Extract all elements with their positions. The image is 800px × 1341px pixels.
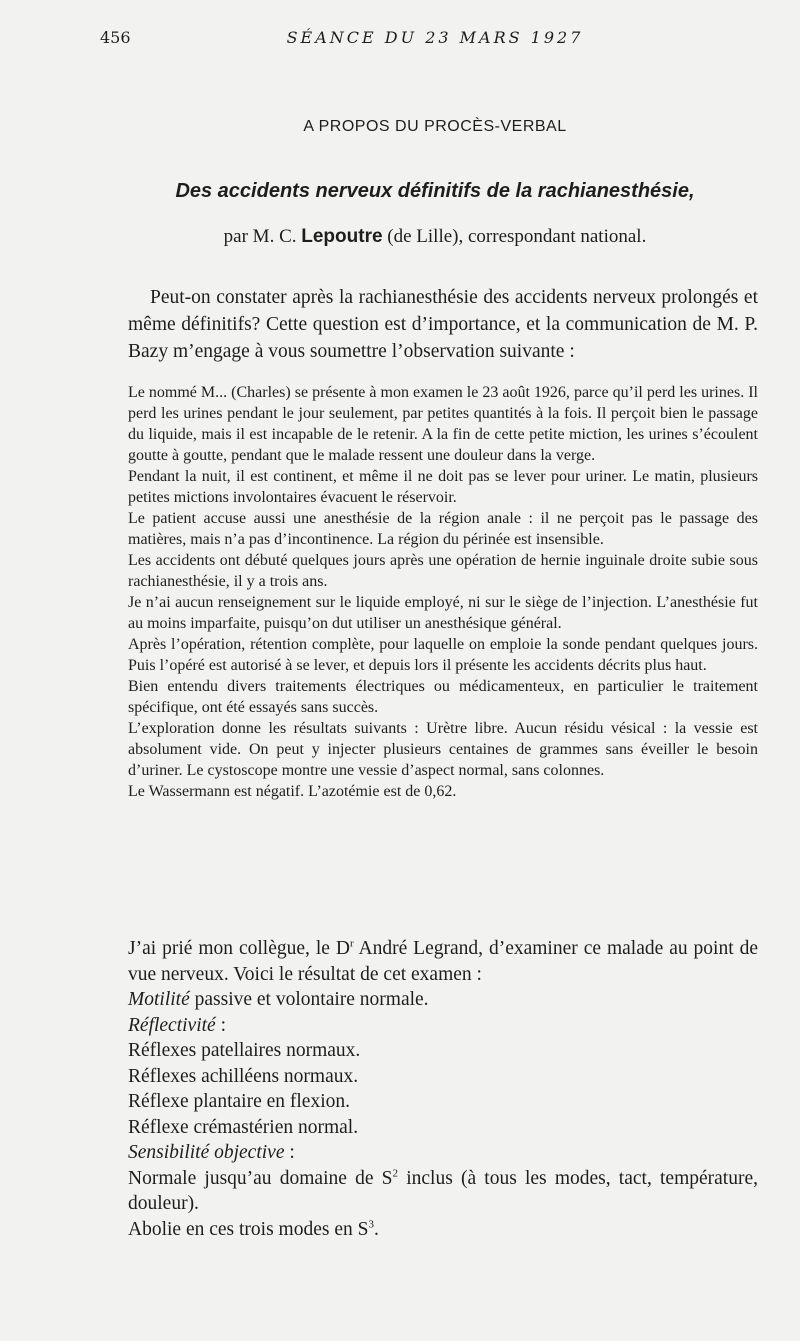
article-title: Des accidents nerveux définitifs de la rachianesthésie, [175,180,695,202]
case-report [128,382,758,802]
byline-prefix: par M. C. [223,226,297,247]
reflex-line: Réflexes achilléens normaux. [128,1065,359,1087]
case-paragraph: Pendant la nuit, il est continent, et même il ne doit pas se lever pour uriner. Le matin, plusieurs petites mictions involontaires évacuent le réservoir. [128,468,758,506]
reflex-line: Réflexe crémastérien normal. [128,1116,359,1138]
exam-lead [128,936,758,987]
motilite-label: Motilité [128,989,190,1010]
exam-lead-text: J’ai prié mon collègue, le D [128,938,350,959]
sensibilite-label: Sensibilité objective [128,1142,285,1163]
byline [100,226,770,248]
case-paragraph: Le nommé M... (Charles) se présente à mon examen le 23 août 1926, parce qu’il perd les urines. Il perd les urines pendant le jour seulement, par petites quantités à la fois. Il perçoit bien le passage du liquide, mais il est incapable de le retenir. A la fin de cette petite miction, les urines s’écoulent goutte à goutte, pendant que le malade ressent une douleur dans la verge. [128,384,758,464]
normale-sup: 2 [392,1167,399,1179]
abolie-text: Abolie en ces trois modes en S [128,1218,369,1240]
abolie-line [128,1217,758,1243]
case-paragraph: L’exploration donne les résultats suivants : Urètre libre. Aucun résidu vésical : la vessie est absolument vide. On peut y injecter plusieurs centaines de grammes sans éveiller le besoin d’uriner. Le cystoscope montre une vessie d’aspect normal, sans colonnes. [128,720,758,779]
reflex-line: Réflexe plantaire en flexion. [128,1091,350,1112]
running-title: SÉANCE DU 23 MARS 1927 [286,28,584,47]
normale-text: Normale jusqu’au domaine de S [128,1167,393,1189]
case-paragraph: Après l’opération, rétention complète, pour laquelle on emploie la sonde pendant quelques jours. Puis l’opéré est autorisé à se lever, et depuis lors il présente les accidents décrits plus haut. [128,636,758,674]
case-paragraph: Bien entendu divers traitements électriques ou médicamenteux, en particulier le traitement spécifique, ont été essayés sans succès. [128,678,758,716]
case-paragraph: Les accidents ont débuté quelques jours après une opération de hernie inguinale droite subie sous rachianesthésie, il y a trois ans. [128,552,758,590]
reflex-line: Réflexes patellaires normaux. [128,1040,361,1061]
reflectivite-suffix: : [215,1014,226,1036]
abolie-text-2: . [373,1218,379,1240]
motilite-text: passive et volontaire normale. [189,989,429,1010]
reflectivite-line [128,1013,758,1039]
running-head [100,28,770,52]
intro-paragraph: Peut-on constater après la rachianesthésie des accidents nerveux prolongés et même définitifs? Cette question est d’importance, et la communication de M. P. Bazy m’engage à vous soumettre l’observation suivante : [128,287,758,362]
neuro-exam [128,936,758,1242]
exam-lead-text-2: André Legrand, d’examiner ce malade au point de vue nerveux. Voici le résultat de cet examen : [128,938,758,985]
exam-lead-sup: r [349,937,354,950]
byline-suffix: (de Lille), correspondant national. [387,226,647,247]
abolie-sup: 3 [368,1218,374,1230]
author-name: Lepoutre [301,226,383,247]
case-paragraph: Je n’ai aucun renseignement sur le liquide employé, ni sur le siège de l’injection. L’anesthésie fut au moins imparfaite, puisqu’on dut utiliser un anesthésique général. [128,594,758,632]
normale-text-2: inclus (à tous les modes, tact, température, douleur). [128,1167,758,1214]
normale-line [128,1166,758,1217]
motilite-line [128,987,758,1013]
section-title: A PROPOS DU PROCÈS-VERBAL [303,118,567,135]
case-paragraph: Le patient accuse aussi une anesthésie de la région anale : il ne perçoit pas le passage des matières, mais n’a pas d’incontinence. La région du périnée est insensible. [128,510,758,548]
sensibilite-line [128,1140,758,1166]
sensibilite-suffix: : [284,1142,295,1163]
case-paragraph: Le Wassermann est négatif. L’azotémie est de 0,62. [128,783,457,800]
reflectivite-label: Réflectivité [128,1014,216,1036]
page-number: 456 [100,28,131,47]
